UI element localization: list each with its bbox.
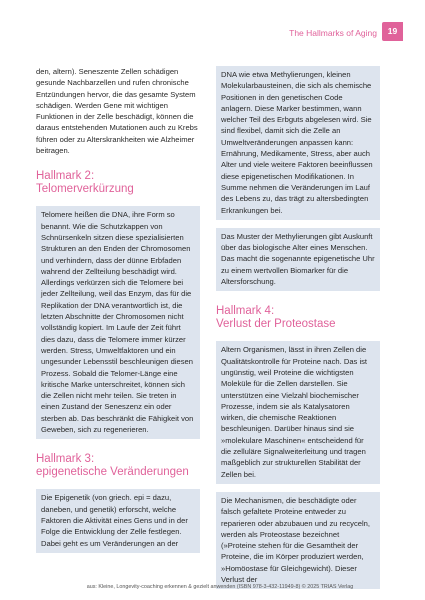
proteostasis-paragraph: Die Mechanismen, die beschädigte oder falsch gefaltete Proteine entweder zu reparieren oder abzubauen und zu recyceln, werden als Proteostase bezeichnet (»Proteine stehen für die Gesamtheit der Proteine, die im Körper produziert werden, »Homöostase für Gleichgewicht). Dieser Verlust der xyxy=(216,492,380,589)
hallmark-2-heading xyxy=(36,170,200,196)
copyright-footer: aus: Kleine, Longevity-coaching erkennen & gezielt anwenden (ISBN 978-3-432-11949-8) © 2025 TRIAS Verlag xyxy=(86,584,354,590)
running-title: The Hallmarks of Aging xyxy=(289,28,377,38)
methylation-paragraph: DNA wie etwa Methylierungen, kleinen Molekularbausteinen, die sich als chemische Positionen in den genetischen Code anlagern. Diese Marker bestimmen, wann welcher Teil des Erbguts abgelesen wird. Sie sind flexibel, damit sich die Zelle an Umweltveränderungen anpassen kann: Ernährung, Medikamente, Stress, aber auch Alter und viele weitere Faktoren beeinflussen diese epigenetischen Modifikationen. In Summe nehmen die Veränderungen im Lauf des Lebens zu, das trägt zu altersbedingten Erkrankungen bei. xyxy=(216,66,380,220)
hallmark-2-kicker: Hallmark 2: xyxy=(36,170,95,183)
intro-paragraph: den, altern). Seneszente Zellen schädigen gesunde Nachbarzellen und rufen chronische Entzündungen hervor, die das gesamte System schädigen. Werden Gene mit wichtigen Funktionen in der Zelle beschädigt, können die daraus entstehenden Mutationen auch zu Krebs führen oder zu Alterskrankheiten wie Alzheimer beitragen. xyxy=(36,67,198,156)
hallmark-3-kicker: Hallmark 3: xyxy=(36,453,95,466)
left-column xyxy=(36,66,200,561)
hallmark-3-heading xyxy=(36,453,200,479)
hallmark-4-title: Verlust der Proteostase xyxy=(216,318,336,331)
hallmark-2-title: Telomerverkürzung xyxy=(36,183,134,196)
hallmark-4-paragraph: Altern Organismen, lässt in ihren Zellen die Qualitätskontrolle für Proteine nach. Das ist ungünstig, weil Proteine die wichtigsten Moleküle für die Zellen darstellen. Sie unterstützen eine Vielzahl biochemischer Prozesse, indem sie als Katalysatoren wirken, die chemische Reaktionen beschleunigen. Darüber hinaus sind sie »molekulare Maschinen« entscheidend für die zelluläre Signalweiterleitung und tragen maßgeblich zur strukturellen Stabilität der Zellen bei. xyxy=(216,341,380,484)
page-number-badge: 19 xyxy=(382,22,403,41)
hallmark-4-kicker: Hallmark 4: xyxy=(216,305,275,318)
hallmark-2-paragraph: Telomere heißen die DNA, ihre Form so benannt. Wie die Schutzkappen von Schnürsenkeln sitzen diese spezialisierten Strukturen an den Enden der Chromosomen und verhindern, dass der dünne Erbfaden wahrend der Zellteilung beschädigt wird. Allerdings verkürzen sich die Telomere bei jeder Zellteilung, weil das Enzym, das für die Replikation der DNA verantwortlich ist, die letzten Abschnitte der Chromosomen nicht vollständig kopiert. Im Laufe der Zeit führt dies dazu, dass die Telomere immer kürzer werden. Stress, Umweltfaktoren und ein ungesunder Lebensstil beschleunigen diesen Prozess. Sobald die Telomer-Länge eine kritische Marke unterschreitet, können sich die Zellen nicht mehr teilen. Sie treten in einen Zustand der Seneszenz ein oder sterben ab. Das beschränkt die Fähigkeit von Geweben, sich zu regenerieren. xyxy=(36,206,200,439)
hallmark-4-heading xyxy=(216,305,380,331)
right-column xyxy=(216,66,380,597)
hallmark-3-paragraph: Die Epigenetik (von griech. epi = dazu, daneben, und genetik) erforscht, welche Faktoren die Aktivität eines Gens und in der Folge die Entwicklung der Zelle festlegen. Dabei geht es um Veränderungen an der xyxy=(36,489,200,552)
hallmark-3-title: epigenetische Veränderungen xyxy=(36,466,189,479)
epigenetic-clock-paragraph: Das Muster der Methylierungen gibt Auskunft über das biologische Alter eines Menschen. Das macht die sogenannte epigenetische Uhr zu einem wertvollen Biomarker für die Altersforschung. xyxy=(216,228,380,291)
